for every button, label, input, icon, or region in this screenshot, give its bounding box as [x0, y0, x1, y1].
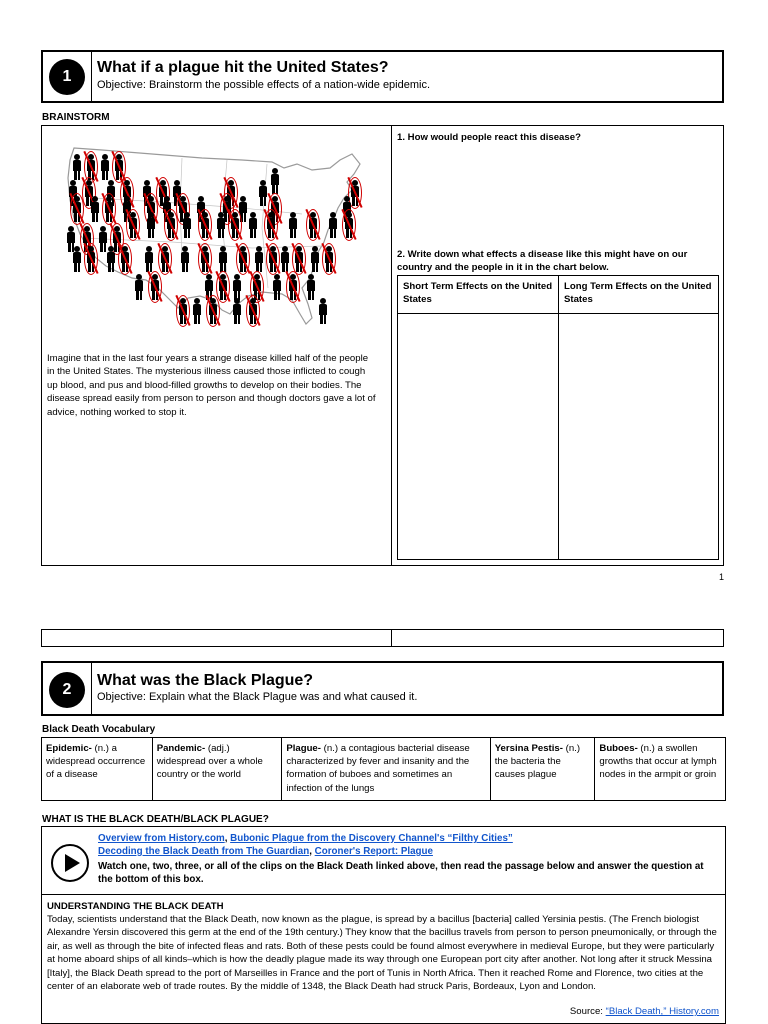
figure-part	[312, 290, 315, 300]
figure-part	[294, 228, 297, 238]
figure-part	[106, 170, 109, 180]
link-separator: ,	[224, 833, 231, 844]
empty-table-row-divider	[391, 630, 392, 646]
crossed-out-circle-icon	[228, 209, 242, 241]
person-figure-icon	[182, 212, 192, 238]
crossed-out-circle-icon	[126, 209, 140, 241]
link-coroners-report[interactable]: Coroner's Report: Plague	[314, 846, 433, 857]
brainstorm-divider	[391, 126, 392, 565]
vocab-definition: (adj.) widespread over a whole country or the world	[156, 743, 263, 781]
crossed-out-circle-icon	[148, 271, 162, 303]
figure-part	[152, 228, 155, 238]
figure-part	[68, 242, 71, 252]
vocab-definition: (n.) a contagious bacterial disease characterized by fever and insanity and the formation of buboes and sometimes an infection of the lungs	[286, 743, 470, 794]
usa-map-illustration	[62, 138, 377, 343]
figure-part	[194, 314, 197, 324]
vocab-cell-plague	[282, 738, 490, 800]
video-instructions: Watch one, two, three, or all of the clips on the Black Death linked above, then read the passage below and answer the question at the bottom of this box.	[98, 861, 704, 885]
crossed-out-circle-icon	[306, 209, 320, 241]
person-figure-icon	[180, 246, 190, 272]
source-link[interactable]: “Black Death,” History.com	[605, 1006, 719, 1017]
vocab-definition: (n.) the bacteria the causes plague	[494, 743, 581, 781]
figure-part	[78, 262, 81, 272]
crossed-out-circle-icon	[236, 243, 250, 275]
person-figure-icon	[144, 246, 154, 272]
person-figure-icon	[72, 154, 82, 180]
section1-header	[41, 50, 724, 103]
figure-part	[282, 262, 285, 272]
figure-part	[186, 262, 189, 272]
figure-part	[278, 290, 281, 300]
section2-number: 2	[49, 672, 85, 708]
links-line-2	[98, 846, 433, 857]
crossed-out-circle-icon	[342, 209, 356, 241]
black-death-box	[41, 826, 726, 1024]
person-figure-icon	[192, 298, 202, 324]
figure-part	[330, 228, 333, 238]
person-figure-icon	[328, 212, 338, 238]
video-box-separator	[42, 894, 725, 895]
link-separator: ,	[309, 846, 315, 857]
figure-part	[218, 228, 221, 238]
crossed-out-circle-icon	[286, 271, 300, 303]
person-figure-icon	[254, 246, 264, 272]
figure-part	[92, 212, 95, 222]
figure-part	[312, 262, 315, 272]
person-figure-icon	[310, 246, 320, 272]
figure-part	[320, 314, 323, 324]
person-figure-icon	[306, 274, 316, 300]
crossed-out-circle-icon	[158, 243, 172, 275]
person-figure-icon	[270, 168, 280, 194]
figure-part	[96, 212, 99, 222]
crossed-out-circle-icon	[84, 243, 98, 275]
person-figure-icon	[134, 274, 144, 300]
figure-part	[324, 314, 327, 324]
brainstorm-label: BRAINSTORM	[42, 112, 110, 123]
vocab-cell-buboes	[595, 738, 725, 800]
question-2: 2. Write down what effects a disease like this might have on our country and the people in it in the chart below.	[397, 249, 688, 273]
figure-part	[112, 262, 115, 272]
section1-number-cell	[43, 52, 92, 101]
source-prefix: Source:	[569, 1006, 606, 1017]
crossed-out-circle-icon	[266, 243, 280, 275]
vocab-cell-epidemic	[42, 738, 153, 800]
person-figure-icon	[100, 154, 110, 180]
section2-objective: Objective: Explain what the Black Plague was and what caused it.	[97, 691, 418, 703]
figure-part	[140, 290, 143, 300]
figure-part	[108, 262, 111, 272]
short-term-effects-header: Short Term Effects on the United States	[403, 281, 553, 305]
figure-part	[308, 290, 311, 300]
section2-number-cell	[43, 663, 92, 714]
long-term-effects-cell[interactable]	[559, 314, 719, 560]
figure-part	[334, 228, 337, 238]
figure-part	[78, 170, 81, 180]
link-guardian-decoding[interactable]: Decoding the Black Death from The Guardian	[98, 846, 310, 857]
crossed-out-circle-icon	[216, 271, 230, 303]
figure-part	[148, 228, 151, 238]
figure-part	[238, 314, 241, 324]
question-1: 1. How would people react this disease?	[397, 132, 581, 143]
person-figure-icon	[272, 274, 282, 300]
figure-part	[260, 262, 263, 272]
figure-part	[150, 262, 153, 272]
understanding-title: UNDERSTANDING THE BLACK DEATH	[47, 901, 224, 912]
crossed-out-circle-icon	[206, 295, 220, 327]
person-figure-icon	[248, 212, 258, 238]
crossed-out-circle-icon	[198, 209, 212, 241]
source-citation	[570, 1006, 719, 1017]
understanding-body: Today, scientists understand that the Black Death, now known as the plague, is spread by a bacillus [bacteria] called Yersinia pestis. (The French biologist Alexandre Yersin discovered this germ at the end of the 19th century.) They know that the bacillus travels from person to person pneumonically, or through the air, as well as through the bite of infected fleas and rats. Both of these pests could be found almost everywhere in medieval Europe, but they were particularly at home aboard ships of all kinds–which is how the deadly plague made its way through one European port city after another. Not long after it struck Messina [Italy], the Black Death spread to the port of Marseilles in France and the port of Tunis in North Africa. Then it reached Rome and Florence, two cities at the center of an elaborate web of trade routes. By the middle of 1348, the Black Death had struck Paris, Bordeaux, Lyon and London.	[47, 914, 717, 993]
figure-part	[254, 228, 257, 238]
person-figure-icon	[288, 212, 298, 238]
section1-objective: Objective: Brainstorm the possible effects of a nation-wide epidemic.	[97, 79, 431, 91]
play-triangle	[65, 854, 80, 872]
vocab-term: Epidemic-	[46, 743, 92, 754]
crossed-out-circle-icon	[102, 193, 116, 225]
vocab-term: Plague-	[286, 743, 321, 754]
play-icon[interactable]	[51, 844, 89, 882]
vocab-cell-pandemic	[153, 738, 283, 800]
crossed-out-circle-icon	[198, 243, 212, 275]
figure-part	[74, 262, 77, 272]
vocab-term: Yersina Pestis-	[494, 743, 563, 754]
figure-part	[274, 290, 277, 300]
figure-part	[260, 196, 263, 206]
person-figure-icon	[72, 246, 82, 272]
section2-title: What was the Black Plague?	[97, 672, 314, 689]
person-figure-icon	[216, 212, 226, 238]
vocab-cell-yersina-pestis	[491, 738, 596, 800]
link-filthy-cities[interactable]: Bubonic Plague from the Discovery Channel's “Filthy Cities”	[230, 833, 513, 844]
person-figure-icon	[232, 274, 242, 300]
person-figure-icon	[146, 212, 156, 238]
person-figure-icon	[318, 298, 328, 324]
short-term-effects-cell[interactable]	[398, 314, 558, 560]
crossed-out-circle-icon	[118, 243, 132, 275]
figure-part	[264, 196, 267, 206]
crossed-out-circle-icon	[70, 193, 84, 225]
crossed-out-circle-icon	[292, 243, 306, 275]
vocab-label: Black Death Vocabulary	[42, 724, 156, 735]
section1-title: What if a plague hit the United States?	[97, 59, 389, 76]
section2-header	[41, 661, 724, 716]
vocab-table	[41, 737, 726, 801]
long-term-effects-header: Long Term Effects on the United States	[564, 281, 712, 305]
links-line-1	[98, 833, 513, 844]
brainstorm-box	[41, 125, 724, 566]
figure-part	[102, 170, 105, 180]
crossed-out-circle-icon	[176, 295, 190, 327]
figure-part	[244, 212, 247, 222]
section1-number: 1	[49, 59, 85, 95]
person-figure-icon	[280, 246, 290, 272]
figure-part	[74, 170, 77, 180]
crossed-out-circle-icon	[246, 295, 260, 327]
brainstorm-scenario-text: Imagine that in the last four years a strange disease killed half of the people in the United States. The mysterious illness caused those inflicted to cough up blood, and pus and blood-filled growths to develop on their bodies. The disease spread easily from person to person and though doctors gave a lot of advice, nothing worked to stop it.	[47, 353, 376, 418]
figure-part	[100, 242, 103, 252]
figure-part	[250, 228, 253, 238]
vocab-term: Buboes-	[599, 743, 638, 754]
figure-part	[188, 228, 191, 238]
figure-part	[184, 228, 187, 238]
figure-part	[222, 228, 225, 238]
vocab-term: Pandemic-	[156, 743, 206, 754]
figure-part	[316, 262, 319, 272]
figure-part	[234, 314, 237, 324]
figure-part	[198, 314, 201, 324]
figure-part	[290, 228, 293, 238]
figure-part	[182, 262, 185, 272]
figure-part	[136, 290, 139, 300]
person-figure-icon	[90, 196, 100, 222]
crossed-out-circle-icon	[164, 209, 178, 241]
black-death-label: WHAT IS THE BLACK DEATH/BLACK PLAGUE?	[42, 814, 269, 825]
page-number: 1	[718, 572, 724, 582]
empty-table-row	[41, 629, 724, 647]
person-figure-icon	[218, 246, 228, 272]
crossed-out-circle-icon	[264, 209, 278, 241]
link-history-overview[interactable]: Overview from History.com	[98, 833, 225, 844]
effects-table	[397, 275, 719, 560]
vocab-definition: (n.) a widespread occurrence of a disease	[46, 743, 146, 781]
person-figure-icon	[232, 298, 242, 324]
crossed-out-circle-icon	[322, 243, 336, 275]
person-figure-icon	[106, 246, 116, 272]
vocab-definition: (n.) a swollen growths that occur at lymph nodes in the armpit or groin	[599, 743, 717, 781]
